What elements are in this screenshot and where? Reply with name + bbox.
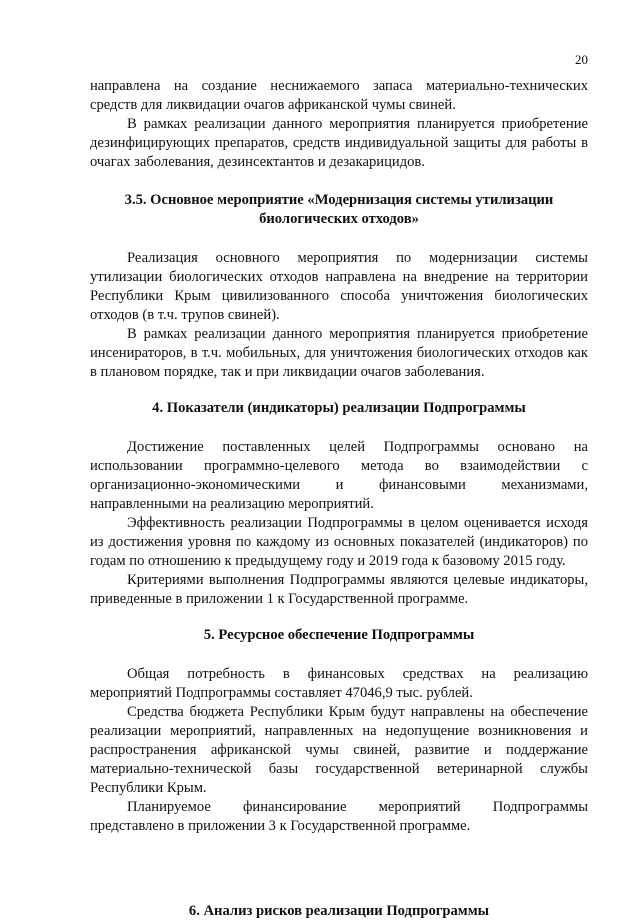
paragraph: направлена на создание неснижаемого запаса материально-технических средств для ликвидации очагов африканской чумы свиней.: [90, 78, 588, 113]
paragraph: В рамках реализации данного мероприятия планируется приобретение дезинфицирующих препаратов, средств индивидуальной защиты для работы в очагах заболевания, дезинсектантов и дезакарицидов.: [90, 116, 588, 170]
paragraph: В рамках реализации данного мероприятия планируется приобретение инсенираторов, в т.ч. мобильных, для уничтожения биологических отходов как в плановом порядке, так и при ликвидации очагов заболевания.: [90, 326, 588, 380]
paragraph: Эффективность реализации Подпрограммы в целом оценивается исходя из достижения уровня по каждому из основных показателей (индикаторов) по годам по отношению к предыдущему году и 2019 года к базовому 2015 году.: [90, 515, 588, 569]
page-number: 20: [575, 52, 588, 67]
paragraph: Планируемое финансирование мероприятий Подпрограммы представлено в приложении 3 к Государственной программе.: [90, 799, 588, 834]
section-heading-3-5: 3.5. Основное мероприятие «Модернизация системы утилизации биологических отходов»: [124, 192, 554, 227]
paragraph: Достижение поставленных целей Подпрограммы основано на использовании программно-целевого метода во взаимодействии с организационно-экономическими и финансовыми механизмами, направленными на реализацию мероприятий.: [90, 439, 588, 512]
paragraph: Общая потребность в финансовых средствах на реализацию мероприятий Подпрограммы составляет 47046,9 тыс. рублей.: [90, 666, 588, 701]
document-body: [90, 77, 588, 921]
paragraph: Критериями выполнения Подпрограммы являются целевые индикаторы, приведенные в приложении 1 к Государственной программе.: [90, 572, 588, 607]
paragraph: Средства бюджета Республики Крым будут направлены на обеспечение реализации мероприятий, направленных на недопущение возникновения и распространения африканской чумы свиней, развитие и поддержание материально-технической базы государственной ветеринарной службы Республики Крым.: [90, 704, 588, 796]
section-heading-5: 5. Ресурсное обеспечение Подпрограммы: [203, 627, 475, 643]
paragraph: Реализация основного мероприятия по модернизации системы утилизации биологических отходов направлена на внедрение на территории Республики Крым цивилизованного способа уничтожения биологических отходов (в т.ч. трупов свиней).: [90, 250, 588, 323]
section-heading-4: 4. Показатели (индикаторы) реализации Подпрограммы: [152, 400, 526, 416]
section-heading-6: 6. Анализ рисков реализации Подпрограммы: [188, 903, 490, 919]
